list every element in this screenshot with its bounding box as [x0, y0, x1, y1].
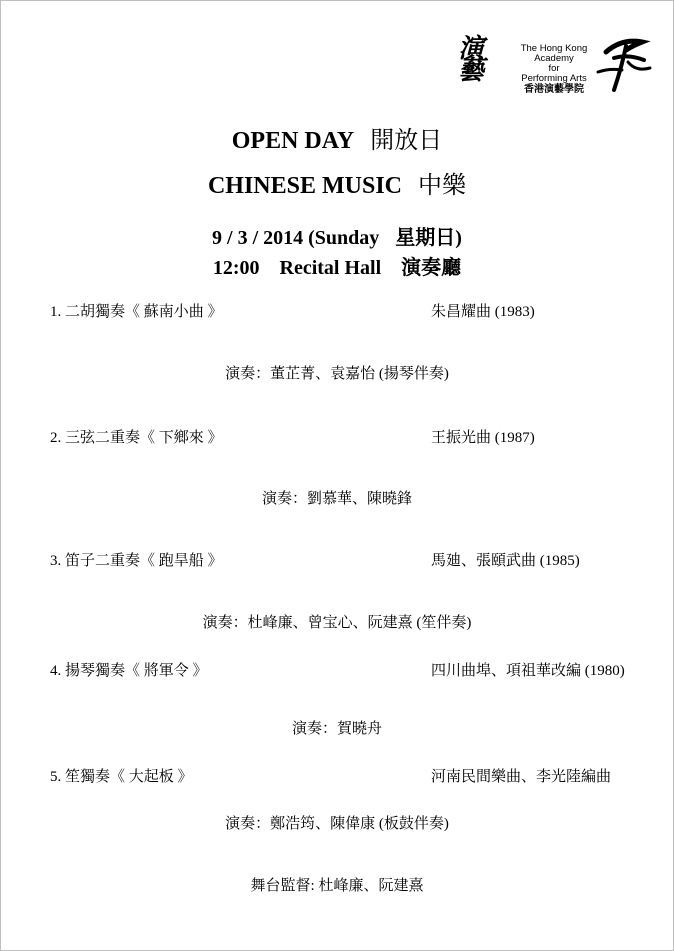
academy-emblem-icon [592, 32, 652, 98]
program-composer: 朱昌耀曲 (1983) [431, 304, 535, 320]
stage-manager: 舞台監督: 杜峰廉、阮建熹 [250, 878, 424, 894]
page-title [0, 120, 674, 155]
academy-logo [458, 34, 658, 100]
program-piece [50, 549, 223, 570]
program-composer: 馬廸、張頤武曲 (1985) [431, 553, 580, 569]
program-piece [50, 659, 208, 680]
page-subtitle [0, 165, 674, 200]
program-performers: 演奏：鄭浩筠、陳偉康 (板鼓伴奏) [225, 816, 449, 832]
program-item [50, 300, 650, 322]
program-item [50, 549, 650, 571]
logo-cn-name: 香港演藝學院 [524, 84, 584, 95]
program-performers: 演奏：董芷菁、袁嘉怡 (揚琴伴奏) [225, 366, 449, 382]
program-item [50, 426, 650, 448]
program-performers: 演奏：杜峰廉、曾宝心、阮建熹 (笙伴奏) [202, 615, 472, 631]
program-composer: 河南民間樂曲、李光陸編曲 [431, 769, 612, 785]
piece-title: 揚琴獨奏《 將軍令 》 [65, 663, 208, 679]
logo-en-line2: for [548, 63, 560, 74]
event-time-venue [0, 251, 674, 280]
logo-en-line3: Performing Arts [521, 73, 587, 84]
subtitle-en: CHINESE MUSIC [207, 173, 403, 199]
logo-en-line1: The Hong Kong Academy [520, 43, 588, 64]
program-composer: 四川曲埠、項祖華改編 (1980) [431, 663, 625, 679]
program-piece [50, 300, 223, 321]
piece-title: 三弦二重奏《 下鄉來 》 [65, 430, 223, 446]
program-performers: 演奏：劉慕華、陳曉鋒 [261, 491, 412, 507]
program-performers: 演奏：賀曉舟 [291, 721, 382, 737]
item-number: 3. [50, 553, 62, 569]
piece-title: 二胡獨奏《 蘇南小曲 》 [65, 304, 223, 320]
date-cn: 星期日) [395, 227, 462, 249]
subtitle-cn: 中樂 [418, 173, 467, 199]
event-time: 12:00 [212, 257, 260, 279]
program-piece [50, 426, 223, 447]
venue-cn: 演奏廳 [401, 257, 462, 279]
date-en: 9 / 3 / 2014 (Sunday [212, 227, 380, 249]
title-en: OPEN DAY [231, 128, 355, 154]
item-number: 1. [50, 304, 62, 320]
piece-title: 笙獨奏《 大起板 》 [65, 769, 193, 785]
item-number: 2. [50, 430, 62, 446]
venue-en: Recital Hall [279, 257, 382, 279]
item-number: 5. [50, 769, 62, 785]
program-item [50, 765, 650, 787]
program-composer: 王振光曲 (1987) [431, 430, 535, 446]
program-item [50, 659, 650, 681]
program-piece [50, 765, 193, 786]
piece-title: 笛子二重奏《 跑旱船 》 [65, 553, 223, 569]
item-number: 4. [50, 663, 62, 679]
event-date [0, 221, 674, 250]
logo-calligraphy: 演藝 [458, 34, 485, 86]
title-cn: 開放日 [370, 128, 443, 154]
